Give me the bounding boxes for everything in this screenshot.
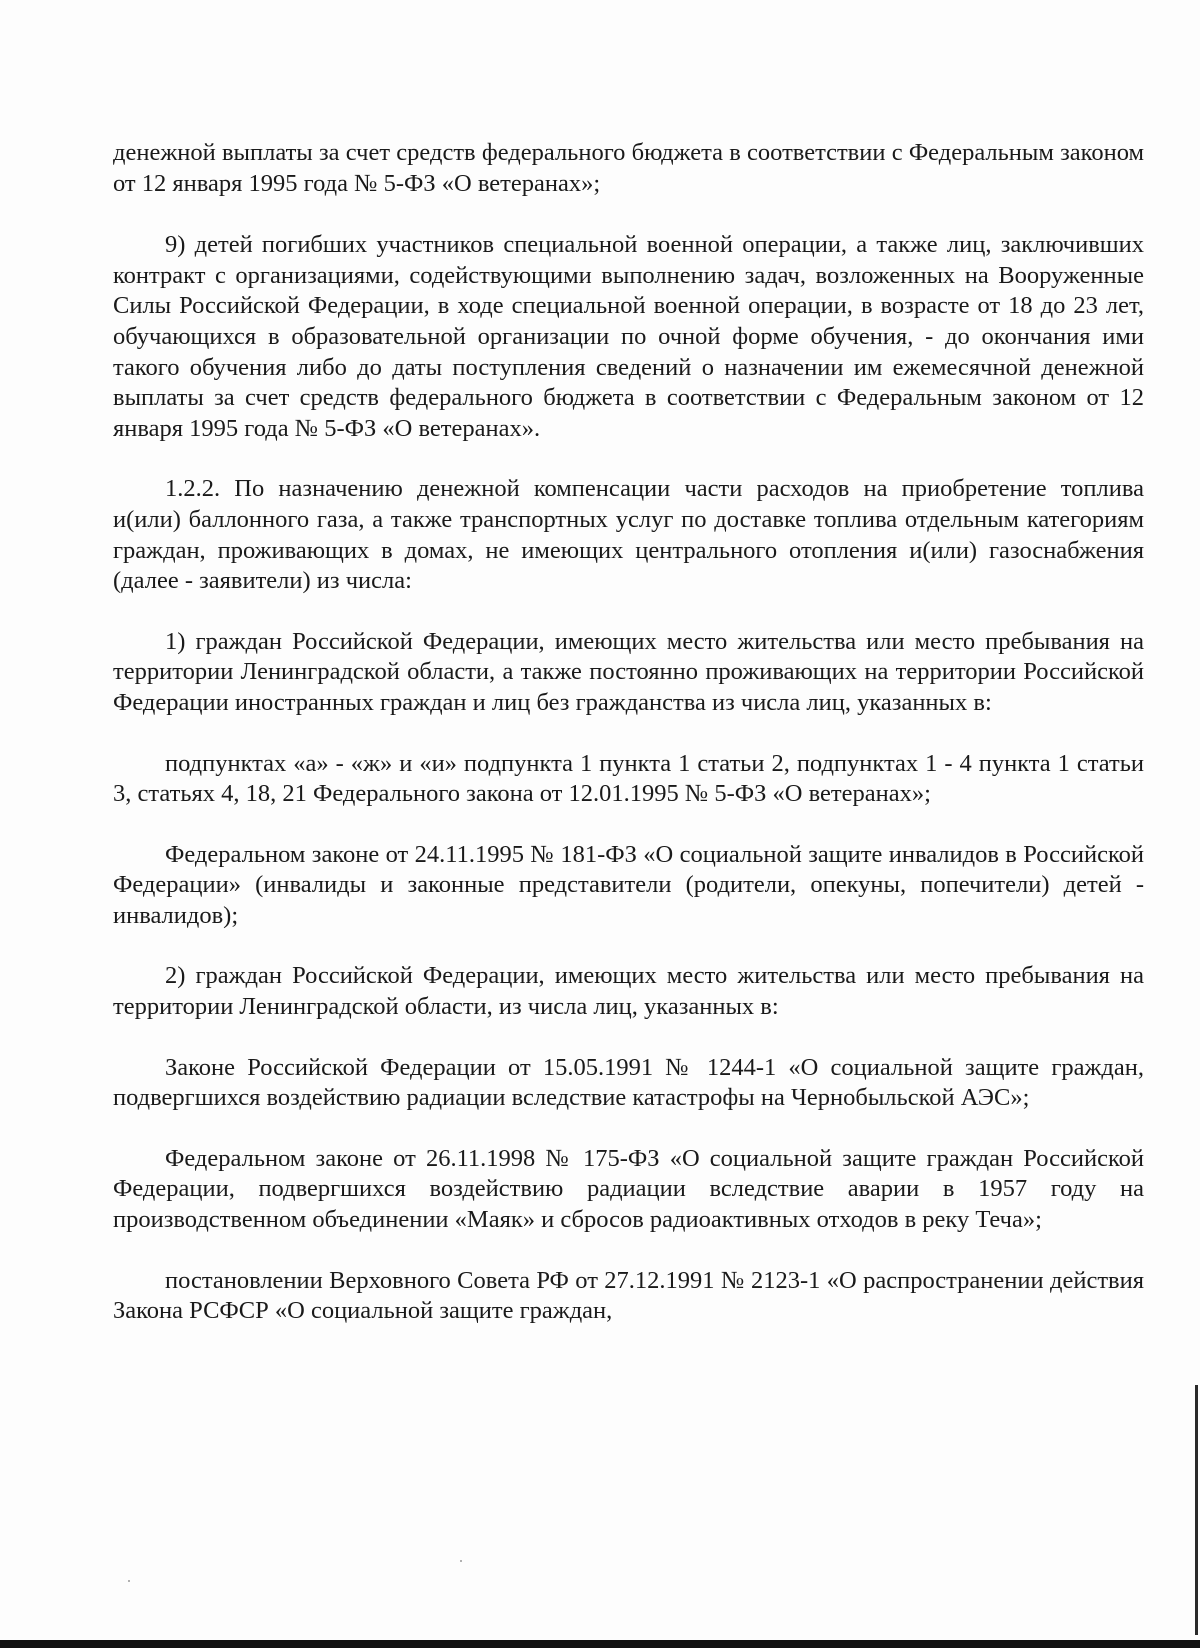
paragraph-mayak-law: Федеральном законе от 26.11.1998 № 175-ФЗ «О социальной защите граждан Российской Федерации, подвергшихся воздействию радиации вследствие аварии в 1957 году на производственном объединении «Маяк» и сбросов радиоактивных отходов в реку Теча»; (113, 1144, 1144, 1234)
document-body (113, 138, 1144, 1357)
paragraph-section-1-2-2: 1.2.2. По назначению денежной компенсации части расходов на приобретение топлива и(или) баллонного газа, а также транспортных услуг по доставке топлива отдельным категориям граждан, проживающих в домах, не имеющих центрального отопления и(или) газоснабжения (далее - заявители) из числа: (113, 475, 1144, 595)
scan-bottom-border (0, 1640, 1200, 1648)
paragraph-continuation: денежной выплаты за счет средств федерального бюджета в соответствии с Федеральным законом от 12 января 1995 года № 5-ФЗ «О ветеранах»; (113, 139, 1144, 197)
paragraph-item-2: 2) граждан Российской Федерации, имеющих место жительства или место пребывания на территории Ленинградской области, из числа лиц, указанных в: (113, 962, 1144, 1021)
paragraph-chernobyl-law: Законе Российской Федерации от 15.05.1991 № 1244-1 «О социальной защите граждан, подвергшихся воздействию радиации вследствие катастрофы на Чернобыльской АЭС»; (113, 1053, 1144, 1112)
scan-speck (128, 1580, 130, 1582)
scan-edge-line (1195, 1385, 1198, 1635)
paragraph-supreme-council-resolution: постановлении Верховного Совета РФ от 27.12.1991 № 2123-1 «О распространении действия Закона РСФСР «О социальной защите граждан, (113, 1266, 1144, 1325)
paragraph-disabled-persons-law: Федеральном законе от 24.11.1995 № 181-ФЗ «О социальной защите инвалидов в Российской Федерации» (инвалиды и законные представители (родители, опекуны, попечители) детей - инвалидов); (113, 840, 1144, 929)
paragraph-item-1: 1) граждан Российской Федерации, имеющих место жительства или место пребывания на территории Ленинградской области, а также постоянно проживающих на территории Российской Федерации иностранных граждан и лиц без гражданства из числа лиц, указанных в: (113, 627, 1144, 716)
scan-speck (460, 1560, 462, 1562)
paragraph-item-9: 9) детей погибших участников специальной военной операции, а также лиц, заключивших контракт с организациями, содействующими выполнению задач, возложенных на Вооруженные Силы Российской Федерации, в ходе специальной военной операции, в возрасте от 18 до 23 лет, обучающихся в образовательной организации по очной форме обучения, - до окончания ими такого обучения либо до даты поступления сведений о назначении им ежемесячной денежной выплаты за счет средств федерального бюджета в соответствии с Федеральным законом от 12 января 1995 года № 5-ФЗ «О ветеранах». (113, 231, 1144, 442)
paragraph-subitems-veterans-law: подпунктах «а» - «ж» и «и» подпункта 1 пункта 1 статьи 2, подпунктах 1 - 4 пункта 1 статьи 3, статьях 4, 18, 21 Федерального закона от 12.01.1995 № 5-ФЗ «О ветеранах»; (113, 749, 1144, 808)
